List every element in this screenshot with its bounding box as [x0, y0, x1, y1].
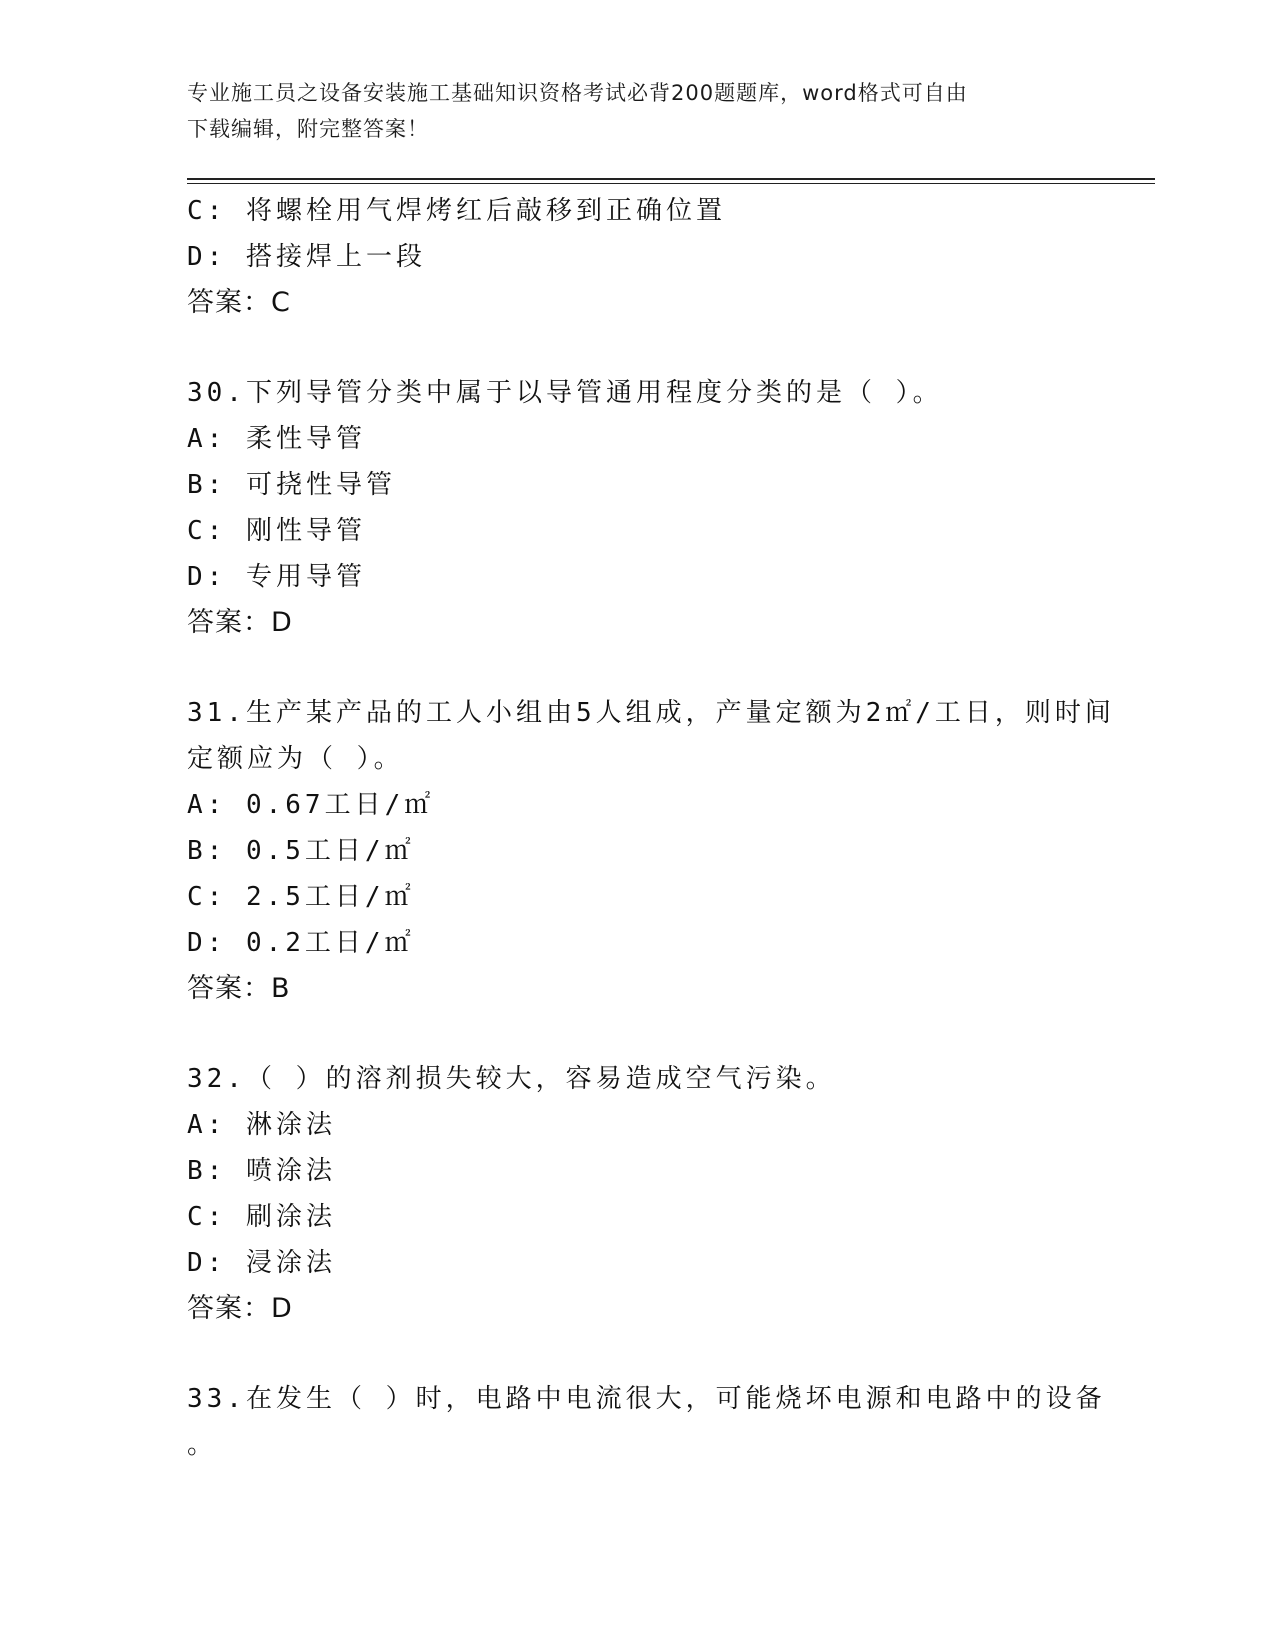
option-a: A: 淋涂法	[187, 1110, 336, 1140]
option-c: C: 2.5工日/㎡	[187, 882, 415, 912]
question-31	[187, 690, 1115, 1012]
header-line-1: 专业施工员之设备安装施工基础知识资格考试必背200题题库，word格式可自由	[187, 81, 968, 105]
option-c: C: 将螺栓用气焊烤红后敲移到正确位置	[187, 196, 726, 226]
option-d: D: 搭接焊上一段	[187, 242, 426, 272]
question-list	[187, 188, 1115, 1468]
option-d: D: 浸涂法	[187, 1248, 336, 1278]
option-c: C: 刚性导管	[187, 516, 366, 546]
header-divider-thick	[187, 178, 1155, 180]
option-d: D: 0.2工日/㎡	[187, 928, 415, 958]
document-header	[187, 75, 1087, 147]
question-text-line-2: 。	[187, 1430, 218, 1460]
header-divider-thin	[187, 183, 1155, 184]
option-b: B: 喷涂法	[187, 1156, 336, 1186]
question-text: 32.（ ）的溶剂损失较大，容易造成空气污染。	[187, 1064, 836, 1094]
question-33	[187, 1376, 1106, 1468]
option-c: C: 刷涂法	[187, 1202, 336, 1232]
option-b: B: 0.5工日/㎡	[187, 836, 415, 866]
question-32	[187, 1056, 1087, 1332]
answer: 答案：D	[187, 1293, 293, 1324]
question-text: 30.下列导管分类中属于以导管通用程度分类的是（ ）。	[187, 378, 943, 408]
option-a: A: 0.67工日/㎡	[187, 790, 435, 820]
answer: 答案：B	[187, 973, 291, 1004]
answer: 答案：C	[187, 287, 291, 318]
answer: 答案：D	[187, 607, 293, 638]
question-30	[187, 370, 1087, 646]
option-b: B: 可挠性导管	[187, 470, 396, 500]
question-29	[187, 188, 1087, 326]
question-text-line-1: 31.生产某产品的工人小组由5人组成，产量定额为2㎡/工日，则时间	[187, 698, 1115, 728]
option-a: A: 柔性导管	[187, 424, 366, 454]
header-line-2: 下载编辑，附完整答案！	[187, 117, 429, 141]
option-d: D: 专用导管	[187, 562, 366, 592]
question-text-line-2: 定额应为（ ）。	[187, 744, 404, 774]
question-text-line-1: 33.在发生（ ）时，电路中电流很大，可能烧坏电源和电路中的设备	[187, 1384, 1106, 1414]
